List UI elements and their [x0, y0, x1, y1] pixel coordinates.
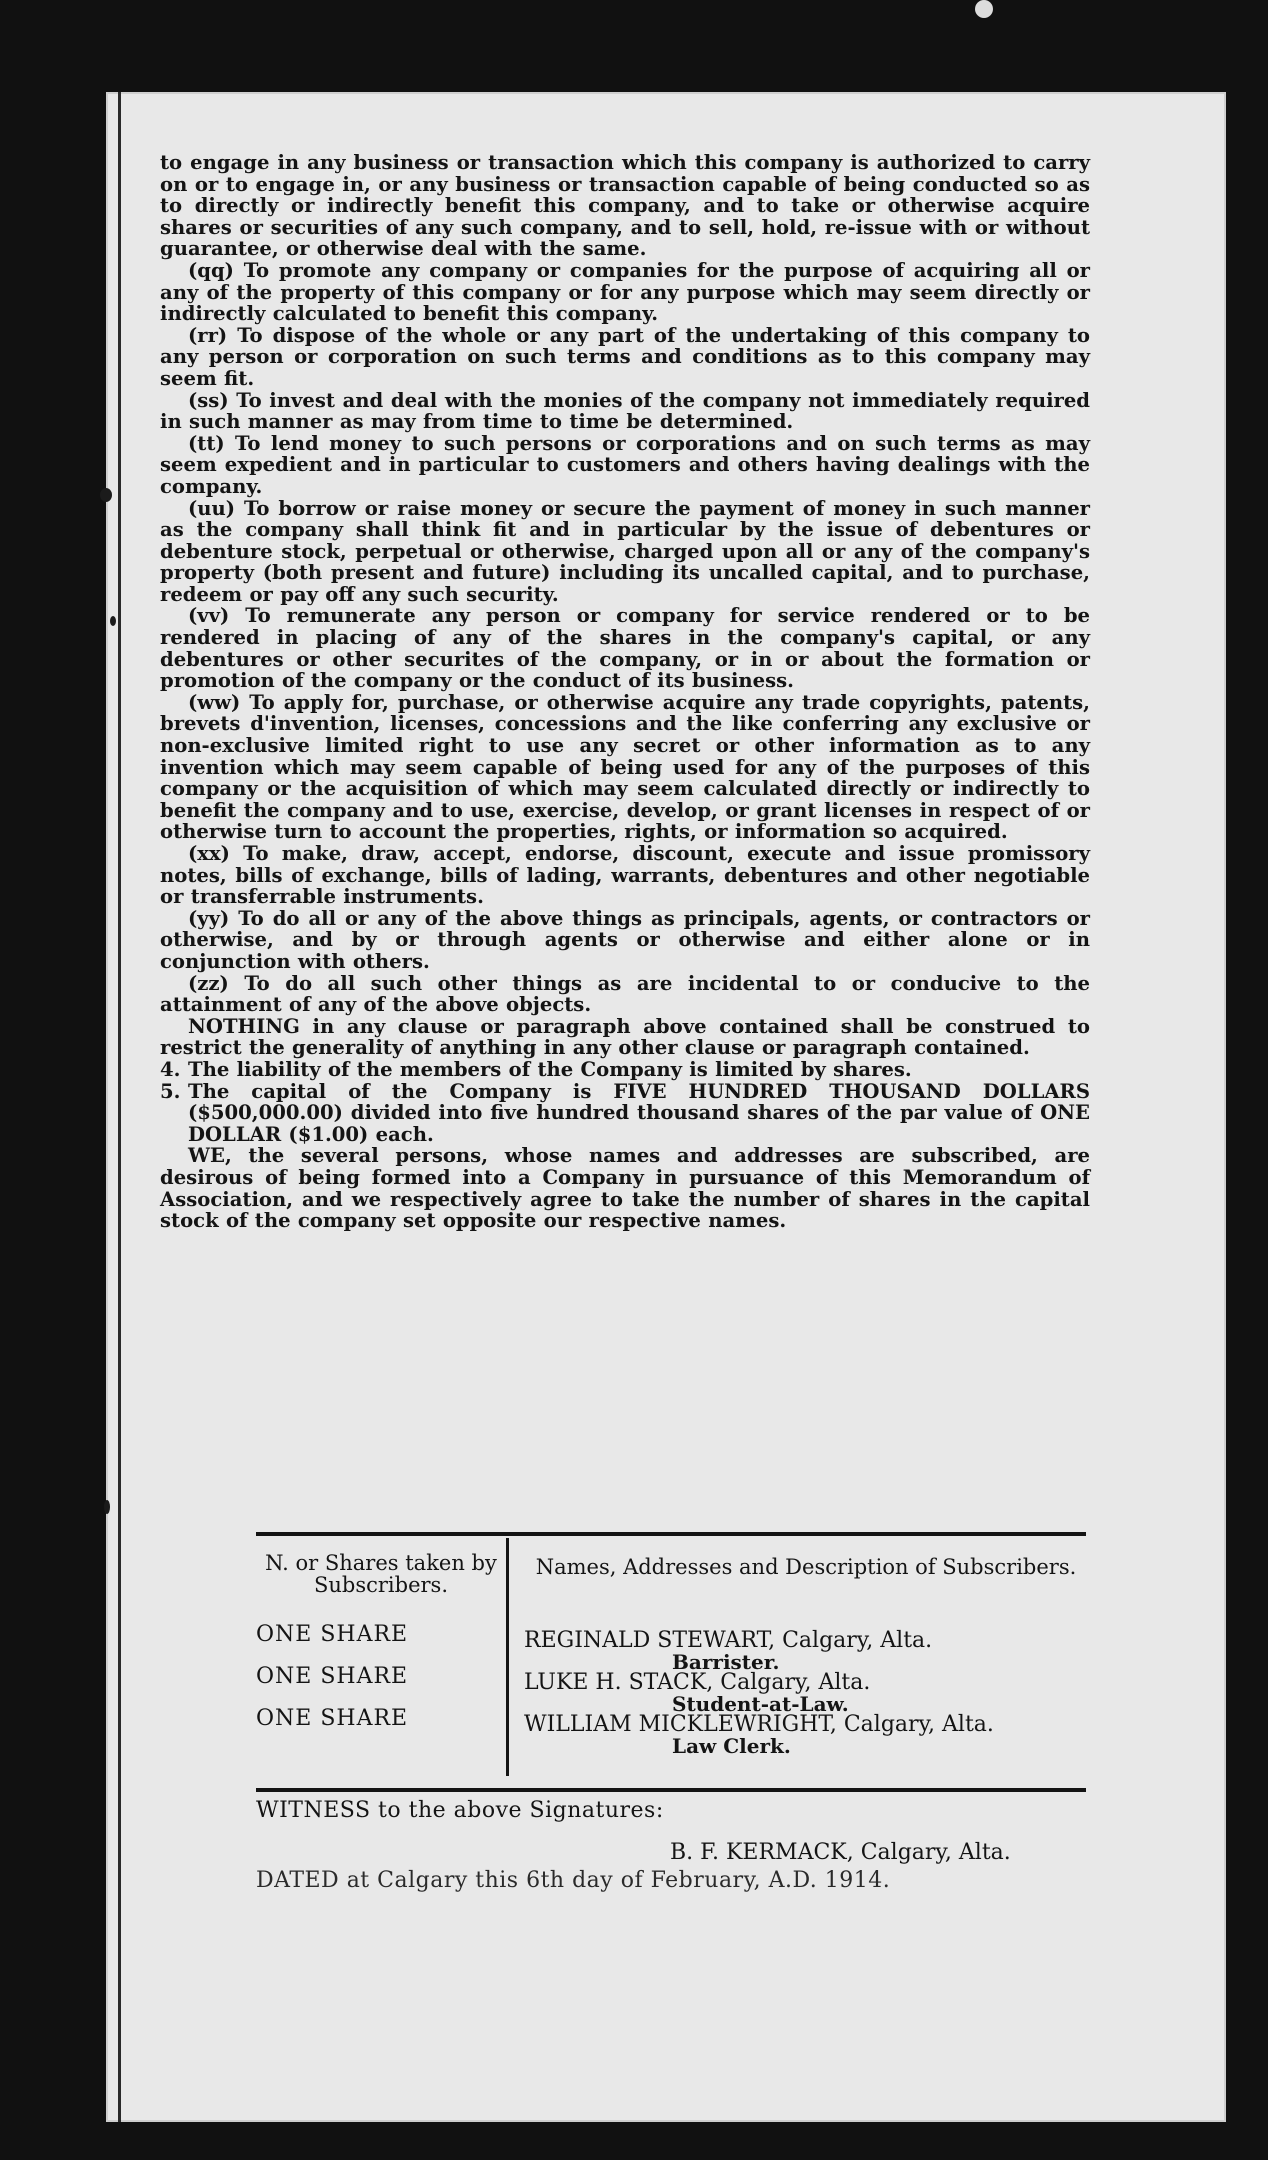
witness-name: B. F. KERMACK, Calgary, Alta.	[670, 1840, 1011, 1865]
clause-number: 4.	[160, 1057, 181, 1081]
shares-cell: ONE SHARE	[256, 1664, 409, 1689]
paragraph-qq: (qq) To promote any company or companies for the purpose of acquiring all or any of the property of this company or for any purpose which may seem directly or indirectly calculated to benefit this company.	[160, 258, 1090, 326]
clause-5	[160, 1081, 1090, 1146]
paragraph: to engage in any business or transaction which this company is authorized to carry on or to engage in, or any business or transaction capable of being conducted so as to directly or indirectly benefit this company, and to take or otherwise acquire shares or securities of any such company, and to sell, hold, re-issue with or without guarantee, or otherwise deal with the same.	[160, 151, 1090, 261]
binding-edge	[118, 92, 121, 2122]
clause-text: The liability of the members of the Company is limited by shares.	[188, 1057, 912, 1081]
clause-number: 5.	[160, 1079, 181, 1103]
dated-line: DATED at Calgary this 6th day of February, A.D. 1914.	[256, 1868, 891, 1893]
table-bottom-rule	[256, 1788, 1086, 1792]
names-column-header: Names, Addresses and Description of Subscribers.	[535, 1555, 1077, 1579]
paragraph-uu: (uu) To borrow or raise money or secure the payment of money in such manner as the company shall think fit and in particular by the issue of debentures or debenture stock, perpetual or otherwise, charged upon all or any of the company's property (both present and future) including its uncalled capital, and to purchase, redeem or pay off any such security.	[160, 496, 1090, 606]
subscriber-description: Barrister.	[672, 1650, 780, 1674]
subscriber-description: Student-at-Law.	[672, 1692, 849, 1716]
paragraph-rr: (rr) To dispose of the whole or any part of the undertaking of this company to any person or corporation on such terms and conditions as to this company may seem fit.	[160, 323, 1090, 390]
paragraph-ww: (ww) To apply for, purchase, or otherwise acquire any trade copyrights, patents, brevets d'invention, licenses, concessions and the like conferring any exclusive or non-exclusive limited right to use any secret or other information as to any invention which may seem capable of being used for any of the purposes of this company or the acquisition of which may seem calculated directly or indirectly to benefit the company and to use, exercise, develop, or grant licenses in respect of or otherwise turn to account the properties, rights, or information so acquired.	[160, 690, 1090, 844]
clause-text: The capital of the Company is FIVE HUNDRED THOUSAND DOLLARS ($500,000.00) divided into five hundred thousand shares of the par value of ONE DOLLAR ($1.00) each.	[188, 1079, 1090, 1146]
paragraph-ss: (ss) To invest and deal with the monies of the company not immediately required in such manner as may from time to time be determined.	[160, 388, 1090, 434]
paragraph-xx: (xx) To make, draw, accept, endorse, discount, execute and issue promissory notes, bills of exchange, bills of lading, warrants, debentures and other negotiable or transferrable instruments.	[160, 842, 1090, 909]
shares-cell: ONE SHARE	[256, 1622, 409, 1647]
closing-paragraph: WE, the several persons, whose names and addresses are subscribed, are desirous of being formed into a Company in pursuance of this Memorandum of Association, and we respectively agree to take the number of shares in the capital stock of the company set opposite our respective names.	[160, 1144, 1090, 1233]
paragraph-yy: (yy) To do all or any of the above things as principals, agents, or contractors or otherwise, and by or through agents or otherwise and either alone or in conjunction with others.	[160, 906, 1090, 973]
witness-label: WITNESS to the above Signatures:	[256, 1798, 664, 1823]
subscriber-name: REGINALD STEWART, Calgary, Alta.	[524, 1628, 933, 1653]
paragraph-tt: (tt) To lend money to such persons or corporations and on such terms as may seem expedient and in particular to customers and others having dealings with the company.	[160, 431, 1090, 498]
clause-4	[160, 1059, 1090, 1081]
table-top-rule	[256, 1532, 1086, 1536]
scan-speck	[975, 0, 993, 18]
shares-cell: ONE SHARE	[256, 1706, 409, 1731]
scan-speck	[110, 616, 116, 626]
subscribers-table	[256, 1538, 1086, 1776]
paragraph-vv: (vv) To remunerate any person or company for service rendered or to be rendered in placing of any of the shares in the company's capital, or any debentures or other securites of the company, or in or about the formation or promotion of the company or the conduct of its business.	[160, 604, 1090, 693]
memorandum-text	[160, 152, 1090, 1232]
subscriber-name: WILLIAM MICKLEWRIGHT, Calgary, Alta.	[524, 1712, 994, 1737]
shares-column-header: N. or Shares taken by Subscribers.	[265, 1551, 497, 1597]
column-divider	[506, 1538, 509, 1776]
paragraph-nothing: NOTHING in any clause or paragraph above contained shall be construed to restrict the generality of anything in any other clause or paragraph contained.	[160, 1014, 1090, 1060]
scan-speck	[104, 1500, 110, 1514]
paragraph-zz: (zz) To do all such other things as are incidental to or conducive to the attainment of any of the above objects.	[160, 971, 1090, 1017]
subscriber-name: LUKE H. STACK, Calgary, Alta.	[524, 1670, 871, 1695]
scan-speck	[100, 488, 112, 502]
subscriber-description: Law Clerk.	[672, 1734, 791, 1758]
